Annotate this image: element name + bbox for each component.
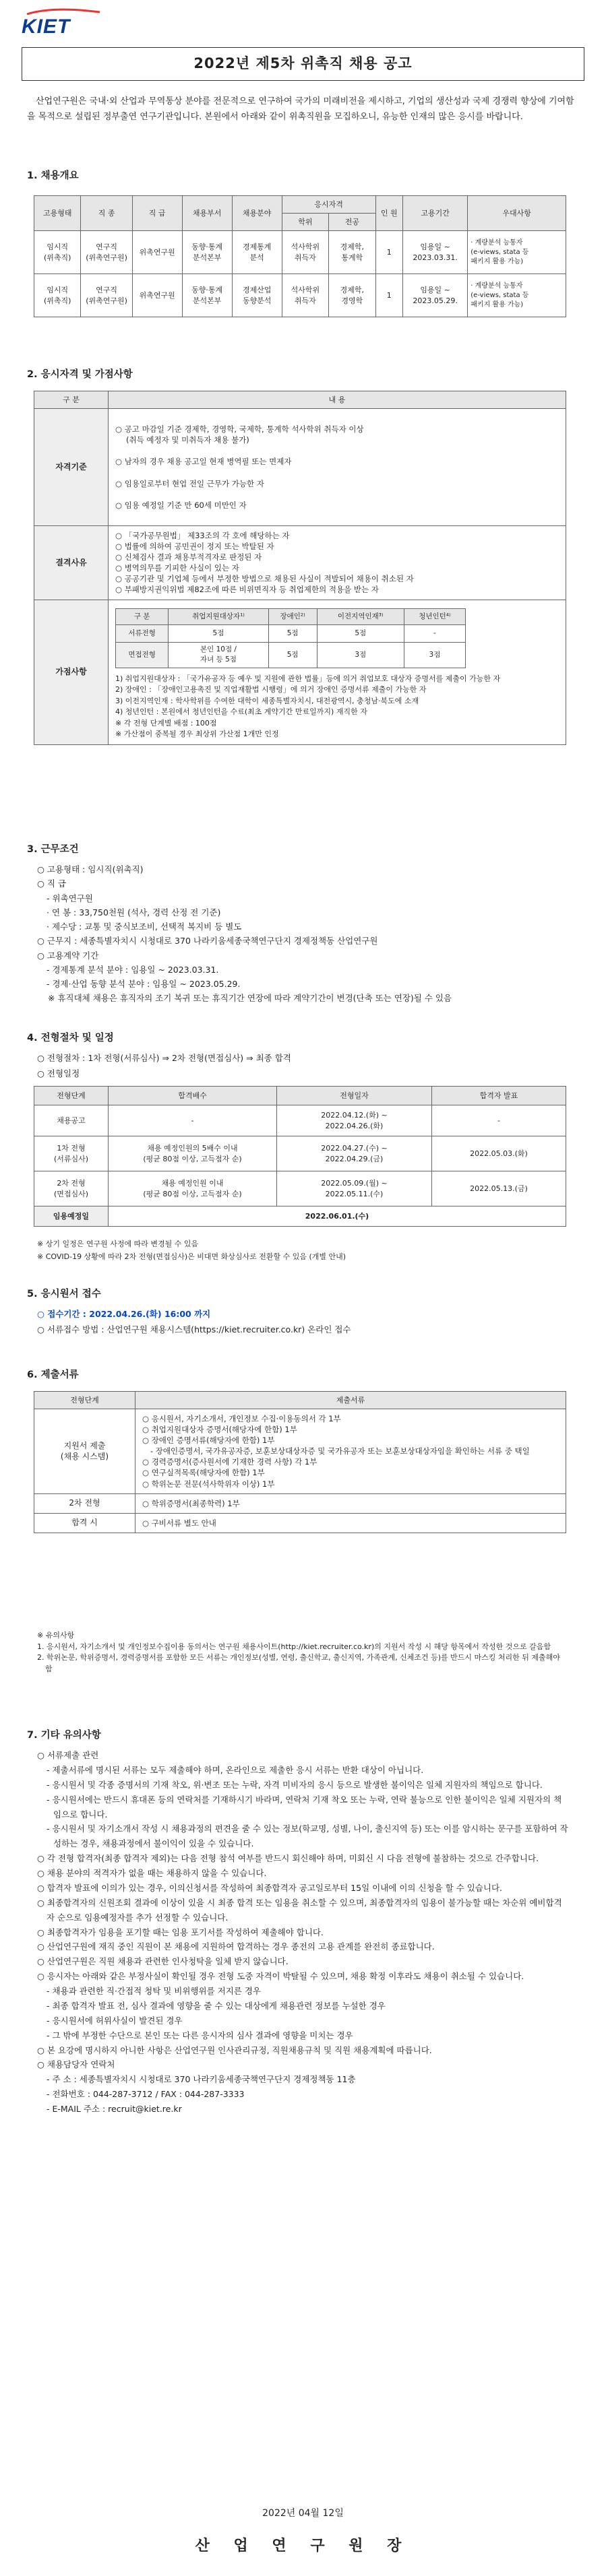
table-row: 임시직 (위촉직) 연구직 (위촉연구원) 위촉연구원 동향·통계 분석본부 경제산업 동향분석 석사학위 취득자 경제학, 경영학 1 임용일 ~ 2023.05.29. · 계량분석 능통자 (e-views, stata 등 패키지 활용 가능) [34, 274, 566, 317]
overview-table [34, 195, 566, 317]
selection-flow: ○ 전형절차 : 1차 전형(서류심사) ⇒ 2차 전형(면접심사) ⇒ 최종 합격 [37, 1053, 291, 1063]
table-row: 임시직 (위촉직) 연구직 (위촉연구원) 위촉연구원 동향·통계 분석본부 경제통계 분석 석사학위 취득자 경제학, 통계학 1 임용일 ~ 2023.03.31. · 계량분석 능통자 (e-views, stata 등 패키지 활용 가능) [34, 231, 566, 274]
contact-email: - E-MAIL 주소 : recruit@kiet.re.kr [47, 2104, 182, 2114]
table-row: 서류전형 5점 5점 5점 - [116, 624, 466, 642]
list-item: ○ 부패방지권익위법 제82조에 따른 비위면직자 등 취업제한의 적용을 받는 자 [115, 585, 379, 595]
application-period: ○ 접수기간 : 2022.04.26.(화) 16:00 까지 [37, 1309, 211, 1319]
list-item: ○ 학위논문 전문(석사학위자 이상) 1부 [142, 1479, 275, 1489]
list-item: ○ 신체검사 결과 채용부적격자로 판정된 자 [115, 552, 262, 562]
th-field: 채용분야 [232, 196, 282, 231]
section-3-heading: 3. 근무조건 [27, 844, 79, 855]
section-7-heading: 7. 기타 유의사항 [27, 1730, 101, 1741]
list-item: ○ 응시원서, 자기소개서, 개인정보 수집·이용동의서 각 1부 [142, 1414, 341, 1423]
application-method: ○ 서류접수 방법 : 산업연구원 채용시스템(https://kiet.recruiter.co.kr) 온라인 접수 [37, 1324, 351, 1334]
qualification-table [34, 391, 566, 745]
other-notes: ○ 서류제출 관련 - 제출서류에 명시된 서류는 모두 제출해야 하며, 온라인으로 제출한 응시 서류는 반환 대상이 아닙니다. - 응시원서 및 각종 증명서의 기재 착오, 위·변조 또는 누락, 자격 미비자의 응시 등으로 발생한 불이익은 일체 지원자의 책임으로 합니다. - 응시원서에는 반드시 휴대폰 등의 연락처를 기재하시기 바라며, 연락처 기재 착오 또는 누락, 연락 불능으로 인한 불이익은 일체 지원자의 책임으로 합니다. - 응시원서 및 자기소개서 작성 시 채용과정의 편견을 줄 수 있는 정보(학교명, 성별, 나이, 출신지역 등) 또는 이를 암시하는 문구를 포함하여 작성하는 경우, 채용과정에서 불이익이 있을 수 있습니다. ○ 각 전형 합격자(최종 합격자 제외)는 다음 전형 참석 여부를 반드시 회신해야 하며, 미회신 시 다음 전형에 불참하는 것으로 간주합니다. ○ 채용 분야의 적격자가 없을 때는 채용하지 않을 수 있습니다. ○ 합격자 발표에 이의가 있는 경우, 이의신청서를 작성하여 최종합격자 공고일로부터 15일 이내에 이의 신청을 할 수 있습니다. ○ 최종합격자의 신원조회 결과에 이상이 있을 시 최종 합격 또는 임용을 취소할 수 있으며, 최종합격자의 임용이 불가능할 때는 차순위 예비합격자 순으로 임용예정자를 추가 선정할 수 있습니다. ○ 최종합격자가 임용을 포기할 때는 임용 포기서를 작성하여 제출해야 합니다. ○ 산업연구원에 재직 중인 직원이 본 채용에 지원하여 합격하는 경우 종전의 고용 관계를 완전히 종료합니다. ○ 산업연구원은 직원 채용과 관련한 인사청탁을 일체 받지 않습니다. ○ 응시자는 아래와 같은 부정사실이 확인될 경우 전형 도중 자격이 박탈될 수 있으며, 채용 확정 이후라도 채용이 취소될 수 있습니다. - 채용과 관련한 직·간접적 청탁 및 비위행위를 저지른 경우 - 최종 합격자 발표 전, 심사 결과에 영향을 줄 수 있는 대상에게 채용관련 정보를 누설한 경우 - 응시원서에 허위사실이 발견된 경우 - 그 밖에 부정한 수단으로 본인 또는 다른 응시자의 심사 결과에 영향을 미치는 경우 ○ 본 요강에 명시하지 아니한 사항은 산업연구원 인사관리규정, 직원채용규칙 및 직원 채용계획에 따릅니다. ○ 채용담당자 연락처 - 주 소 : 세종특별자치시 시청대로 370 나라키움세종국책연구단지 경제정책동 11층 - 전화번호 : 044-287-3712 / FAX : 044-287-3333 - E-MAIL 주소 : recruit@kiet.re.kr [37, 1748, 570, 2117]
th-period: 고용기간 [402, 196, 467, 231]
list-item: ○ 임용 예정일 기준 만 60세 미만인 자 [115, 500, 247, 510]
section-1-heading: 1. 채용개요 [27, 170, 79, 181]
section-5-heading: 5. 응시원서 접수 [27, 1289, 101, 1299]
bonus-table: 구 분 취업지원대상자¹⁾ 장애인²⁾ 이전지역인재³⁾ 청년인턴⁴⁾ 서류전형 5점 5점 5점 - 면접전형 본인 10점 / 자녀 등 5점 5점 3점 3점 [115, 608, 466, 668]
list-item: ○ 병역의무를 기피한 사실이 있는 자 [115, 563, 239, 573]
list-item: ○ 임용일로부터 현업 전일 근무가 가능한 자 [115, 478, 264, 488]
table-row: 채용공고 - 2022.04.12.(화) ~ 2022.04.26.(화) - [34, 1105, 566, 1136]
intro-paragraph: 산업연구원은 국내·외 산업과 무역통상 분야를 전문적으로 연구하여 국가의 미래비전을 제시하고, 기업의 생산성과 국제 경쟁력 향상에 기여함을 목적으로 설립된 정부출연 연구기관입니다. 본원에서 아래와 같이 위촉직원을 모집하오니, 유능한 인재의 많은 응시를 바랍니다. [27, 96, 574, 122]
bonus-notes: 1) 취업지원대상자 : 「국가유공자 등 예우 및 지원에 관한 법률」등에 의거 취업보호 대상자 증명서를 제출이 가능한 자 2) 장애인 : 「장애인고용촉진 및 직업재활법 시행령」에 의거 장애인 증명서류 제출이 가능한 자 3) 이전지역인재 : 학사학위를 수여한 대학이 세종특별자치시, 대전광역시, 충청남·북도에 소재 4) 청년인턴 : 본원에서 청년인턴을 수료(최초 계약기간 만료일까지) 재직한 자 ※ 각 전형 단계별 배점 : 100점 ※ 가산점이 중복될 경우 최상위 가산점 1개만 인정 [115, 674, 501, 738]
list-item: ○ 「국가공무원법」 제33조의 각 호에 해당하는 자 [115, 530, 290, 540]
table-row: 2차 전형 (면접심사) 채용 예정인원 이내 (평균 80점 이상, 고득점자 순) 2022.05.09.(월) ~ 2022.05.11.(수) 2022.05.13.(금) [34, 1171, 566, 1206]
list-item: ○ 연구실적목록(해당자에 한함) 1부 [142, 1468, 265, 1478]
th-degree: 학위 [282, 214, 328, 231]
schedule-table: 전형단계 합격배수 전형일자 합격자 발표 채용공고 - 2022.04.12.(화) ~ 2022.04.26.(화) - 1차 전형 (서류심사) 채용 예정인원의 5배수 이내 (평균 80점 이상, 고득점자 순) 2022.04.27.(수) ~ 2022.04.29.(금) 2022.05.03.(화) 2차 전형 (면접심사) 채용 예정인원 이내 (평균 80점 이상, 고득점자 순) 2022.05.09.(월) ~ 2022.05.11.(수) 2022.05.13.(금) 임용예정일 2022.06.01.(수) [34, 1086, 566, 1227]
th-content: 내 용 [109, 391, 566, 409]
th-qualification: 응시자격 [282, 196, 375, 214]
th-department: 채용부서 [182, 196, 232, 231]
disqualification-list [115, 530, 559, 595]
list-item: ○ 경력증명서(증사원서에 기재한 경력 사항) 각 1부 [142, 1457, 317, 1467]
section-4-heading: 4. 전형절차 및 일정 [27, 1033, 114, 1043]
th-category: 구 분 [34, 391, 109, 409]
document-notes: ※ 유의사항 1. 응시원서, 자기소개서 및 개인정보수집이용 동의서는 연구원 채용사이트(http://kiet.recruiter.co.kr)의 지원서 작성 시 해당 항목에서 작성한 것으로 갈음함 2. 학위논문, 학위증명서, 경력증명서를 포함한 모든 서류는 개인정보(성별, 연령, 출신학교, 출신지역, 가족관계, 신체조건 등)를 반드시 마스킹 처리한 뒤 제출해야 함 [37, 1631, 560, 1673]
section-6-heading: 6. 제출서류 [27, 1370, 79, 1380]
title-box [22, 47, 584, 81]
disqualification-label: 결격사유 [34, 525, 109, 600]
kiet-logo [22, 8, 109, 43]
section-2-heading: 2. 응시자격 및 가점사항 [27, 369, 133, 380]
list-item: ○ 법률에 의하여 공민권이 정지 또는 박탈된 자 [115, 542, 274, 552]
table-row: 임용예정일 2022.06.01.(수) [34, 1206, 566, 1227]
th-job-type: 직 종 [81, 196, 132, 231]
list-item: ○ 장애인 증명서류(해당자에 한함) 1부 [142, 1436, 275, 1446]
documents-table: 전형단계 제출서류 지원서 제출 (채용 시스템) ○ 응시원서, 자기소개서, 개인정보 수집·이용동의서 각 1부 ○ 취업지원대상자 증명서(해당자에 한함) 1부 ○ 장애인 증명서류(해당자에 한함) 1부 - 장애인증명서, 국가유공자증, 보훈보상대상자증 및 국가유공자 또는 보훈보상대상자임을 확인하는 서류 중 택일 ○ 경력증명서(증사원서에 기재한 경력 사항) 각 1부 ○ 연구실적목록(해당자에 한함) 1부 ○ 학위논문 전문(석사학위자 이상) 1부 2차 전형 ○ 학위증명서(최종학력) 1부 합격 시 ○ 구비서류 별도 안내 [34, 1391, 566, 1533]
th-preference: 우대사항 [468, 196, 566, 231]
th-headcount: 인 원 [375, 196, 402, 231]
th-employment-type: 고용형태 [34, 196, 81, 231]
list-item: - 장애인증명서, 국가유공자증, 보훈보상대상자증 및 국가유공자 또는 보훈보상대상자임을 확인하는 서류 중 택일 [150, 1446, 530, 1456]
bonus-label: 가점사항 [34, 600, 109, 744]
req-list [115, 413, 559, 521]
table-row: 1차 전형 (서류심사) 채용 예정인원의 5배수 이내 (평균 80점 이상, 고득점자 순) 2022.04.27.(수) ~ 2022.04.29.(금) 2022.05.03.(화) [34, 1136, 566, 1171]
schedule-label: ○ 전형일정 [37, 1068, 80, 1078]
announcement-date: 2022년 04월 12일 [262, 2508, 344, 2519]
table-row: 면접전형 본인 10점 / 자녀 등 5점 5점 3점 3점 [116, 642, 466, 668]
docs-list [142, 1413, 559, 1489]
schedule-notes: ※ 상기 일정은 연구원 사정에 따라 변경될 수 있음 ※ COVID-19 상황에 따라 2차 전형(면접심사)은 비대면 화상심사로 전환할 수 있음 (개별 안내) [37, 1239, 346, 1261]
th-major: 전공 [329, 214, 375, 231]
req-label: 자격기준 [34, 409, 109, 526]
logo-text: KIET [22, 15, 71, 38]
list-item: ○ 남자의 경우 채용 공고일 현재 병역필 또는 면제자 [115, 457, 292, 467]
logo-swoosh-icon [26, 8, 107, 15]
list-item: ○ 공공기관 및 기업체 등에서 부정한 방법으로 채용된 사실이 적발되어 채용이 취소된 자 [115, 574, 414, 584]
list-item: ○ 공고 마감일 기준 경제학, 경영학, 국제학, 통계학 석사학위 취득자 이상 (취득 예정자 및 미취득자 채용 불가) [115, 424, 364, 445]
list-item: ○ 취업지원대상자 증명서(해당자에 한함) 1부 [142, 1425, 297, 1435]
th-grade: 직 급 [132, 196, 182, 231]
stage1-label: 지원서 제출 (채용 시스템) [34, 1409, 135, 1494]
work-conditions: ○ 고용형태 : 임시직(위촉직) ○ 직 급 - 위촉연구원 · 연 봉 : 33,750천원 (석사, 경력 산정 전 기준) · 제수당 : 교통 및 중식보조비, 선택적 복지비 등 별도 ○ 근무지 : 세종특별자치시 시청대로 370 나라키움세종국책연구단지 경제정책동 산업연구원 ○ 고용계약 기간 - 경제통계 분석 분야 : 임용일 ~ 2023.03.31. - 경제·산업 동향 분석 분야 : 임용일 ~ 2023.05.29. ※ 휴직대체 채용은 휴직자의 조기 복귀 또는 휴직기간 연장에 따라 계약기간이 변경(단축 또는 연장)될 수 있음 [37, 864, 452, 1004]
page-title: 2022년 제5차 위촉직 채용 공고 [193, 55, 413, 72]
signature-title: 산 업 연 구 원 장 [195, 2538, 411, 2554]
